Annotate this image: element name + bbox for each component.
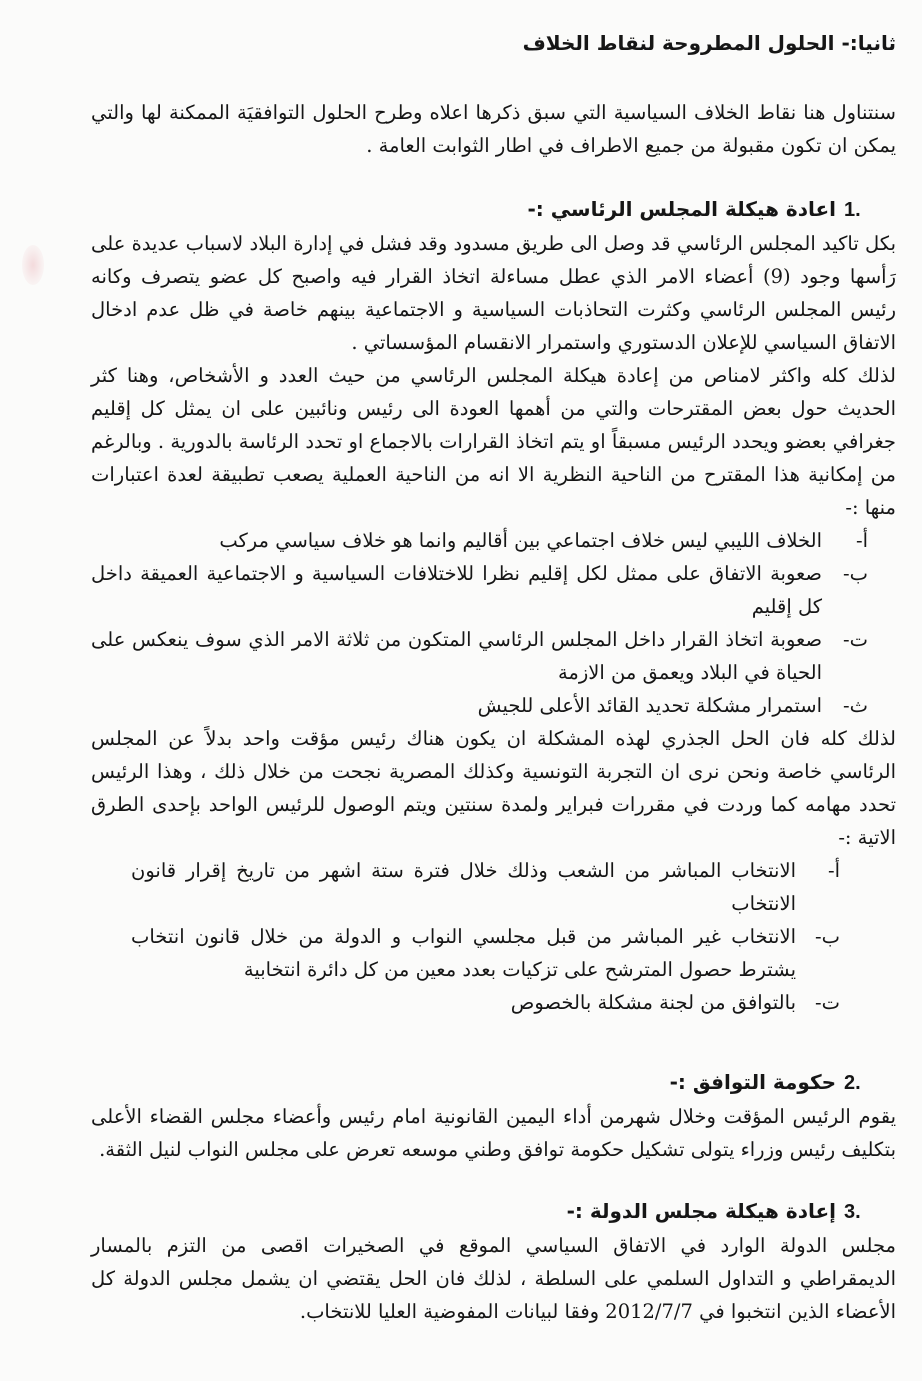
section-3-number: 3.: [844, 1201, 861, 1223]
list-item-marker: أ-: [827, 859, 840, 882]
section-2-body: [91, 1100, 896, 1166]
list-item-text: استمرار مشكلة تحديد القائد الأعلى للجيش: [477, 694, 822, 717]
list-item-text: صعوبة الاتفاق على ممثل لكل إقليم نظرا للاختلافات السياسية و الاجتماعية العميقة داخل كل إقليم: [91, 562, 822, 618]
section-1-heading: [91, 194, 896, 225]
list-item-text: صعوبة اتخاذ القرار داخل المجلس الرئاسي المتكون من ثلاثة الامر الذي سوف ينعكس على الحياة في البلاد ويعمق من الازمة: [91, 628, 822, 684]
list-item: [131, 854, 840, 920]
list-item-text: الانتخاب المباشر من الشعب وذلك خلال فترة ستة اشهر من تاريخ إقرار قانون الانتخاب: [131, 859, 796, 915]
section-3-heading: [91, 1196, 896, 1227]
section-2-paragraph: يقوم الرئيس المؤقت وخلال شهرمن أداء اليمين القانونية امام رئيس وأعضاء مجلس القضاء الأعلى بتكليف رئيس وزراء يتولى تشكيل حكومة توافق وطني موسعه تعرض على مجلس النواب لنيل الثقة.: [91, 1105, 896, 1161]
election-methods-list: [91, 854, 896, 1019]
section-3-paragraph: مجلس الدولة الوارد في الاتفاق السياسي الموقع في الصخيرات اقصى من التزم بالمسار الديمقراطي و التداول السلمي على السلطة ، لذلك فان الحل يقتضي ان يشمل مجلس الدولة كل الأعضاء الذين انتخبوا في 2012/7/7 وفقا لبيانات المفوضية العليا للانتخاب.: [91, 1234, 896, 1323]
section-1-paragraph-1: بكل تاكيد المجلس الرئاسي قد وصل الى طريق مسدود وقد فشل في إدارة البلاد لاسباب عديدة على رَأسها وجود (9) أعضاء الامر الذي عطل مساءلة اتخاذ القرار فيه واصبح كل عضو يتصرف وكانه رئيس المجلس الرئاسي وكثرت التحاذبات السياسية و الاجتماعية بينهم خاصة في ظل عدم ادخال الاتفاق السياسي للإعلان الدستوري واستمرار الانقسام المؤسساتي .: [91, 232, 896, 354]
document-page: [91, 28, 896, 1352]
list-item-marker: ث-: [843, 694, 868, 717]
page-heading: ثانيا:- الحلول المطروحة لنقاط الخلاف: [522, 31, 896, 55]
list-item: [91, 557, 868, 623]
list-item: [91, 623, 868, 689]
section-1-body: [91, 227, 896, 1019]
section-1-number: 1.: [844, 199, 861, 221]
list-item-text: الخلاف الليبي ليس خلاف اجتماعي بين أقاليم وانما هو خلاف سياسي مركب: [219, 529, 822, 552]
paper-stain: [22, 245, 44, 285]
section-2-title: حكومة التوافق :-: [669, 1070, 836, 1094]
section-3-title: إعادة هيكلة مجلس الدولة :-: [566, 1199, 836, 1223]
list-item-marker: ب-: [843, 562, 868, 585]
section-1: [91, 194, 896, 1019]
list-item: [131, 986, 840, 1019]
section-2-number: 2.: [844, 1072, 861, 1094]
list-item: [91, 689, 868, 722]
section-2: [91, 1067, 896, 1166]
list-item-marker: أ-: [855, 529, 868, 552]
list-item-marker: ت-: [843, 628, 868, 651]
section-3-body: [91, 1229, 896, 1328]
list-item-text: الانتخاب غير المباشر من قبل مجلسي النواب و الدولة من خلال قانون انتخاب يشترط حصول المترشح على تزكيات بعدد معين من كل دائرة انتخابية: [131, 925, 796, 981]
list-item-marker: ب-: [815, 925, 840, 948]
considerations-list: [91, 524, 896, 722]
list-item: [131, 920, 840, 986]
section-1-title: اعادة هيكلة المجلس الرئاسي :-: [527, 197, 836, 221]
intro-paragraph: سنتناول هنا نقاط الخلاف السياسية التي سبق ذكرها اعلاه وطرح الحلول التوافقيَة الممكنة لها والتي يمكن ان تكون مقبولة من جميع الاطراف في اطار الثوابت العامة .: [91, 101, 896, 157]
section-1-paragraph-3: لذلك كله فان الحل الجذري لهذه المشكلة ان يكون هناك رئيس مؤقت واحد بدلاً عن المجلس الرئاسي خاصة ونحن نرى ان التجربة التونسية وكذلك المصرية نجحت من خلال ذلك ، وهذا الرئيس تحدد مهامه كما وردت في مقررات فبراير ولمدة سنتين ويتم الوصول للرئيس الواحد بإحدى الطرق الاتية :-: [91, 727, 896, 849]
list-item-text: بالتوافق من لجنة مشكلة بالخصوص: [510, 991, 796, 1014]
list-item: [91, 524, 868, 557]
section-3: [91, 1196, 896, 1328]
section-2-heading: [91, 1067, 896, 1098]
list-item-marker: ت-: [815, 991, 840, 1014]
section-1-paragraph-2: لذلك كله واكثر لامناص من إعادة هيكلة المجلس الرئاسي من حيث العدد و الأشخاص، وهنا كثر الحديث حول بعض المقترحات والتي من أهمها العودة الى رئيس ونائبين على ان يمثل كل إقليم جغرافي بعضو ويحدد الرئيس مسبقاً او يتم اتخاذ القرارات بالاجماع او تحدد الرئاسة بالدورية . وبالرغم من إمكانية هذا المقترح من الناحية النظرية الا انه من الناحية العملية يصعب تطبيقة لعدة اعتبارات منها :-: [91, 364, 896, 519]
